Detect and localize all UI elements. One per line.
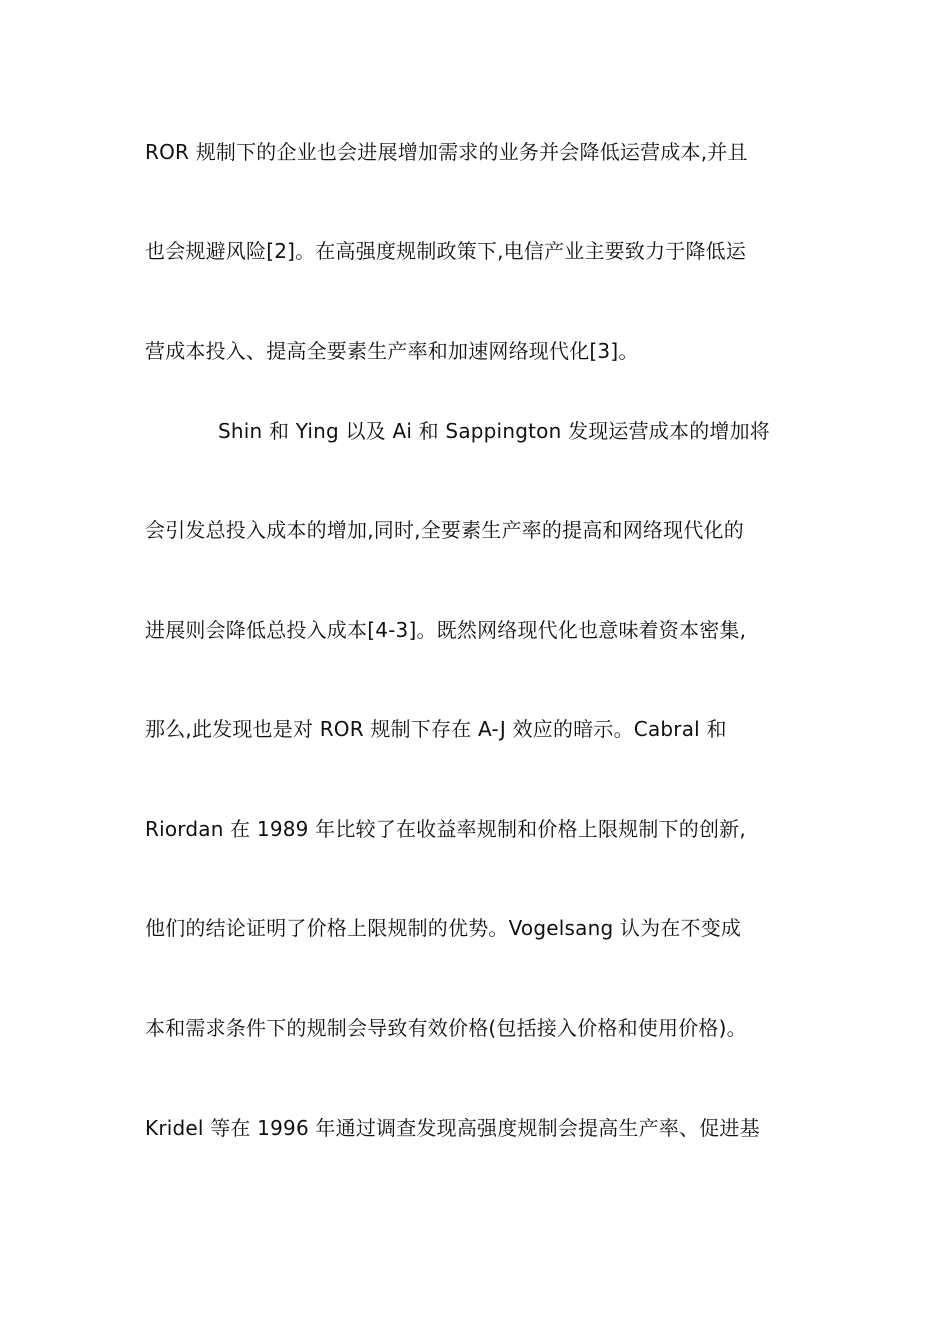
text-line-10: 本和需求条件下的规制会导致有效价格(包括接入价格和使用价格)。 — [145, 1016, 747, 1040]
text-line-4: Shin 和 Ying 以及 Ai 和 Sappington 发现运营成本的增加将 — [218, 419, 770, 443]
text-line-8: Riordan 在 1989 年比较了在收益率规制和价格上限规制下的创新, — [145, 817, 746, 841]
text-line-1: ROR 规制下的企业也会进展增加需求的业务并会降低运营成本,并且 — [145, 140, 748, 164]
text-line-6: 进展则会降低总投入成本[4-3]。既然网络现代化也意味着资本密集, — [145, 618, 747, 642]
text-line-5: 会引发总投入成本的增加,同时,全要素生产率的提高和网络现代化的 — [145, 518, 744, 542]
text-line-7: 那么,此发现也是对 ROR 规制下存在 A-J 效应的暗示。Cabral 和 — [145, 717, 727, 741]
text-line-9: 他们的结论证明了价格上限规制的优势。Vogelsang 认为在不变成 — [145, 916, 742, 940]
text-line-3: 营成本投入、提高全要素生产率和加速网络现代化[3]。 — [145, 339, 639, 363]
text-line-2: 也会规避风险[2]。在高强度规制政策下,电信产业主要致力于降低运 — [145, 239, 747, 263]
text-line-11: Kridel 等在 1996 年通过调查发现高强度规制会提高生产率、促进基 — [145, 1116, 760, 1140]
